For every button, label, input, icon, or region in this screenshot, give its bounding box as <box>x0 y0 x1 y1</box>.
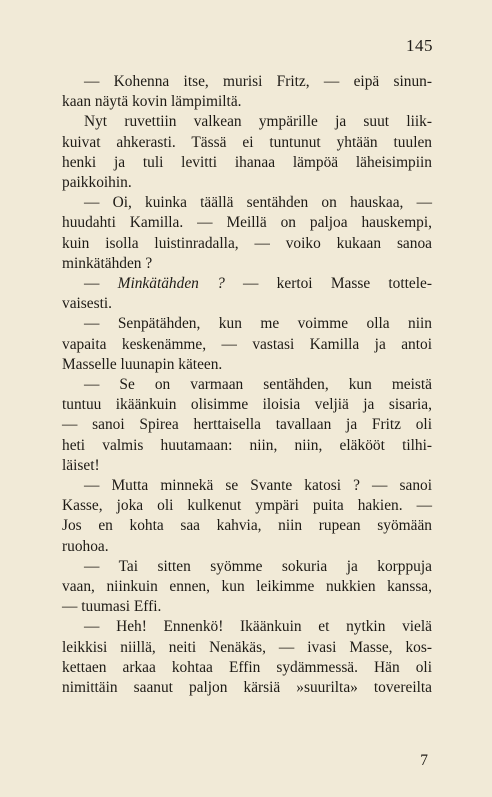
text-line: tuntuu ikäänkuin olisimme iloisia veljiä ja sisaria, <box>62 396 432 414</box>
text-line: — sanoi Spirea herttaisella tavallaan ja Fritz oli <box>62 416 432 434</box>
text-line: — Senpätähden, kun me voimme olla niin <box>84 315 432 333</box>
text-line: — Heh! Ennenkö! Ikäänkuin et nytkin vielä <box>84 618 432 636</box>
text-segment: — kertoi Masse tottele- <box>224 275 432 293</box>
text-line: — Oi, kuinka täällä sentähden on hauskaa, — <box>84 194 432 212</box>
text-line: vaisesti. <box>62 295 113 313</box>
text-line: kettaen arkaa kohtaa Effin sydämmessä. Hän oli <box>62 658 432 676</box>
text-line: kuin isolla luistinradalla, — voiko kukaan sanoa <box>62 234 432 252</box>
page-number: 145 <box>406 36 433 55</box>
text-line: — Se on varmaan sentähden, kun meistä <box>84 376 432 394</box>
text-segment: — <box>84 275 118 293</box>
text-line: Nyt ruvettiin valkean ympärille ja suut liik- <box>84 113 432 131</box>
text-line: vapaita keskenämme, — vastasi Kamilla ja antoi <box>62 335 432 353</box>
text-line: läiset! <box>62 456 100 474</box>
text-line: vaan, niinkuin ennen, kun leikimme nukkien kanssa, <box>62 578 432 596</box>
text-line: minkätähden ? <box>62 254 153 272</box>
text-line: — Mutta minnekä se Svante katosi ? — sanoi <box>84 477 432 495</box>
text-line: nimittäin saanut paljon kärsiä »suurilta» tovereilta <box>62 679 432 697</box>
text-line: leikkisi niillä, neiti Nenäkäs, — ivasi Masse, kos- <box>62 638 432 656</box>
text-line: kaan näytä kovin lämpimiltä. <box>62 93 242 111</box>
text-line: huudahti Kamilla. — Meillä on paljoa hauskempi, <box>62 214 432 232</box>
body-text <box>62 72 432 698</box>
text-line: Jos en kohta saa kahvia, niin rupean syömään <box>62 517 432 535</box>
text-line: paikkoihin. <box>62 174 132 192</box>
text-line: ruohoa. <box>62 537 109 555</box>
text-line: Kasse, joka oli kulkenut ympäri puita hakien. — <box>62 497 432 515</box>
text-line: kuivat ahkerasti. Tässä ei tuntunut yhtään tuulen <box>62 133 432 151</box>
text-line: — Tai sitten syömme sokuria ja korppuja <box>84 557 432 575</box>
text-line: henki ja tuli levitti ihanaa lämpöä läheisimpiin <box>62 153 432 171</box>
text-line: heti valmis huutamaan: niin, niin, eläkööt tilhi- <box>62 436 432 454</box>
text-line: — tuumasi Effi. <box>62 598 162 616</box>
text-line <box>62 274 432 294</box>
signature-mark: 7 <box>420 752 428 769</box>
text-line: Masselle luunapin käteen. <box>62 355 223 373</box>
text-line: — Kohenna itse, murisi Fritz, — eipä sinun- <box>84 73 432 90</box>
emphasized-text: Minkätähden ? <box>117 275 225 293</box>
